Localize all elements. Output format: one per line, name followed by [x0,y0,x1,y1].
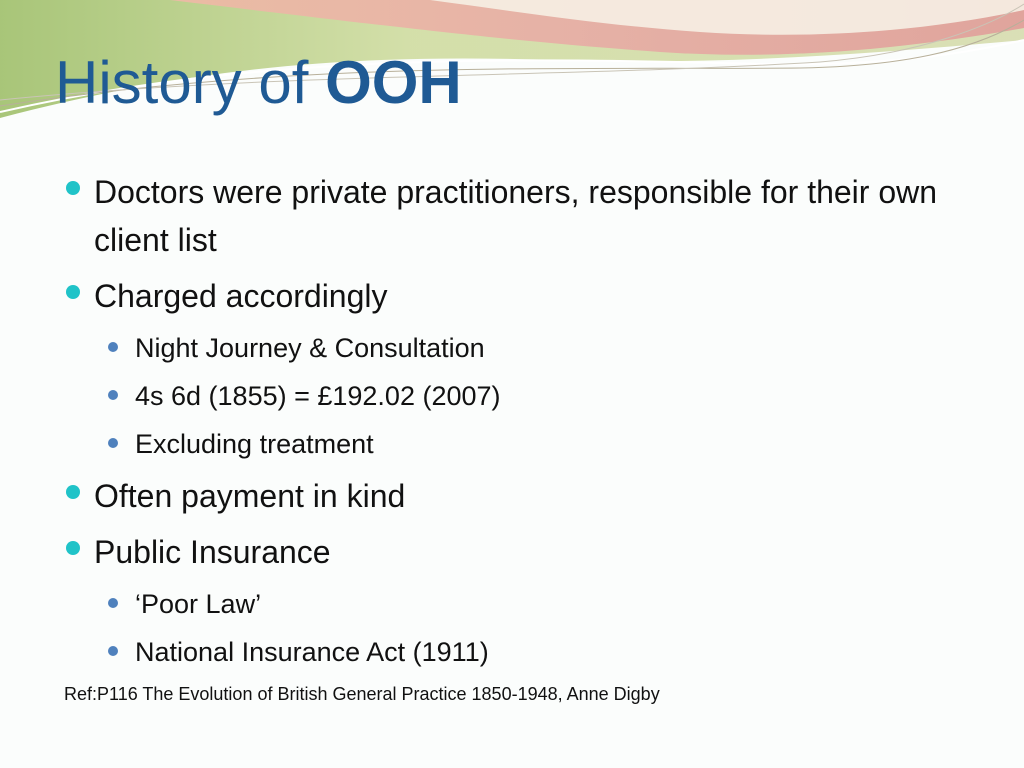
title-bold-text: OOH [325,49,462,116]
sub-bullet-dot-icon [108,646,118,656]
sub-bullet-item [62,584,962,624]
sub-bullet-text: ‘Poor Law’ [135,589,262,619]
bullet-text: Often payment in kind [94,478,406,514]
bullet-dot-icon [66,541,80,555]
bullet-text: Public Insurance [94,534,331,570]
bullet-item [62,168,962,264]
bullet-dot-icon [66,285,80,299]
sub-bullet-item [62,632,962,672]
slide-title [55,50,462,116]
sub-bullet-dot-icon [108,598,118,608]
sub-bullet-text: Night Journey & Consultation [135,333,485,363]
bullet-item [62,272,962,320]
sub-bullet-dot-icon [108,438,118,448]
bullet-list [62,168,962,680]
sub-bullet-dot-icon [108,390,118,400]
sub-bullet-dot-icon [108,342,118,352]
bullet-text: Doctors were private practitioners, responsible for their own client list [94,174,938,258]
title-plain-text: History of [55,49,326,116]
bullet-item [62,528,962,576]
bullet-text: Charged accordingly [94,278,388,314]
sub-bullet-item [62,328,962,368]
sub-bullet-item [62,424,962,464]
sub-bullet-text: National Insurance Act (1911) [135,637,489,667]
sub-bullet-item [62,376,962,416]
sub-bullet-text: 4s 6d (1855) = £192.02 (2007) [135,381,501,411]
bullet-dot-icon [66,181,80,195]
sub-bullet-text: Excluding treatment [135,429,374,459]
reference-note: Ref:P116 The Evolution of British General Practice 1850-1948, Anne Digby [64,684,660,704]
bullet-item [62,472,962,520]
bullet-dot-icon [66,485,80,499]
